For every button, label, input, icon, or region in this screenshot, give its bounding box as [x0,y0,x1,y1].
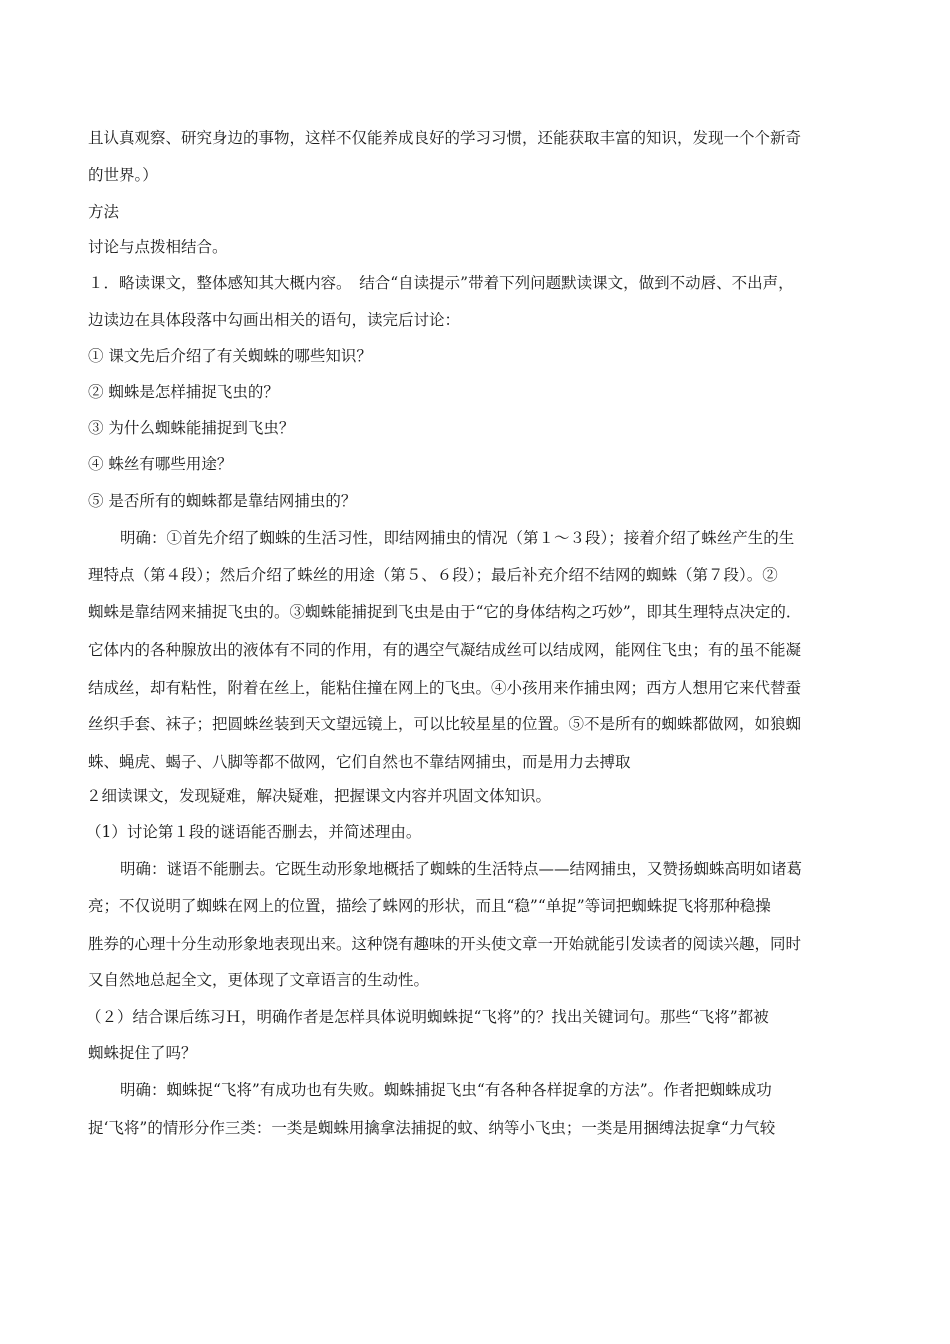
answer-1-line-2: 理特点（第４段）；然后介绍了蛛丝的用途（第５、６段）；最后补充介绍不结网的蜘蛛（第７段）。② [88,566,778,584]
text-line-step1: １．略读课文，整体感知其大概内容。 结合“自读提示”带着下列问题默读课文，做到不动唇、不出声， [88,274,794,292]
answer-1-line-7: 蛛、蝇虎、蝎子、八脚等都不做网，它们自然也不靠结网捕虫，而是用力去搏取 [88,753,631,771]
text-line-1: 且认真观察、研究身边的事物，这样不仅能养成良好的学习习惯，还能获取丰富的知识，发现一个个新奇 [88,129,802,147]
text-line-method: 讨论与点拨相结合。 [88,238,228,256]
answer-3-line-1: 明确：蜘蛛捉“飞将”有成功也有失败。蜘蛛捕捉飞虫“有各种各样捉拿的方法”。作者把蜘蛛成功 [120,1081,772,1099]
question-3: ③ 为什么蜘蛛能捕捉到飞虫？ [88,419,295,437]
answer-1-line-6: 丝织手套、袜子；把圆蛛丝装到天文望远镜上，可以比较星星的位置。⑤不是所有的蜘蛛都做网，如狼蜘 [88,715,802,733]
answer-1-line-1: 明确：①首先介绍了蜘蛛的生活习性，即结网捕虫的情况（第１～３段）；接着介绍了蛛丝产生的生 [120,529,795,547]
text-line-step1-cont: 边读边在具体段落中勾画出相关的语句，读完后讨论： [88,311,461,329]
question-4: ④ 蛛丝有哪些用途？ [88,455,233,473]
answer-3-line-2: 捉‘飞将”的情形分作三类：一类是蜘蛛用擒拿法捕捉的蚊、纳等小飞虫；一类是用捆缚法捉拿“力气较 [88,1119,776,1137]
answer-1-line-3: 蜘蛛是靠结网来捕捉飞虫的。③蜘蛛能捕捉到飞虫是由于“它的身体结构之巧妙”，即其生理特点决定的． [88,603,802,621]
text-line-2: 的世界。） [88,166,158,184]
text-line-step2: ２细读课文，发现疑难，解决疑难，把握课文内容并巩固文体知识。 [86,787,552,805]
question-sub-2: （２）结合课后练习Ｈ，明确作者是怎样具体说明蜘蛛捉“飞将”的？找出关键词句。那些“飞将”都被 [86,1008,769,1026]
section-heading-method: 方法 [88,203,120,221]
answer-2-line-4: 又自然地总起全文，更体现了文章语言的生动性。 [88,971,430,989]
question-1: ① 课文先后介绍了有关蜘蛛的哪些知识？ [88,347,372,365]
answer-1-line-4: 它体内的各种腺放出的液体有不同的作用，有的遇空气凝结成丝可以结成网，能网住飞虫；有的虽不能凝 [88,641,802,659]
answer-2-line-2: 亮；不仅说明了蜘蛛在网上的位置，描绘了蛛网的形状，而且“稳”“单捉”等词把蜘蛛捉飞将那种稳操 [88,897,771,915]
question-5: ⑤ 是否所有的蜘蛛都是靠结网捕虫的？ [88,492,357,510]
answer-2-line-1: 明确：谜语不能删去。它既生动形象地概括了蜘蛛的生活特点——结网捕虫，又赞扬蜘蛛高明如诸葛 [120,860,803,878]
answer-1-line-5: 结成丝，却有粘性，附着在丝上，能粘住撞在网上的飞虫。④小孩用来作捕虫网；西方人想用它来代替蚕 [88,679,802,697]
question-2: ② 蜘蛛是怎样捕捉飞虫的？ [88,383,279,401]
answer-2-line-3: 胜券的心理十分生动形象地表现出来。这种饶有趣味的开头使文章一开始就能引发读者的阅读兴趣，同时 [88,935,802,953]
question-sub-2-cont: 蜘蛛捉住了吗？ [88,1044,197,1062]
question-sub-1: （1）讨论第１段的谜语能否删去，并简述理由。 [86,823,422,841]
